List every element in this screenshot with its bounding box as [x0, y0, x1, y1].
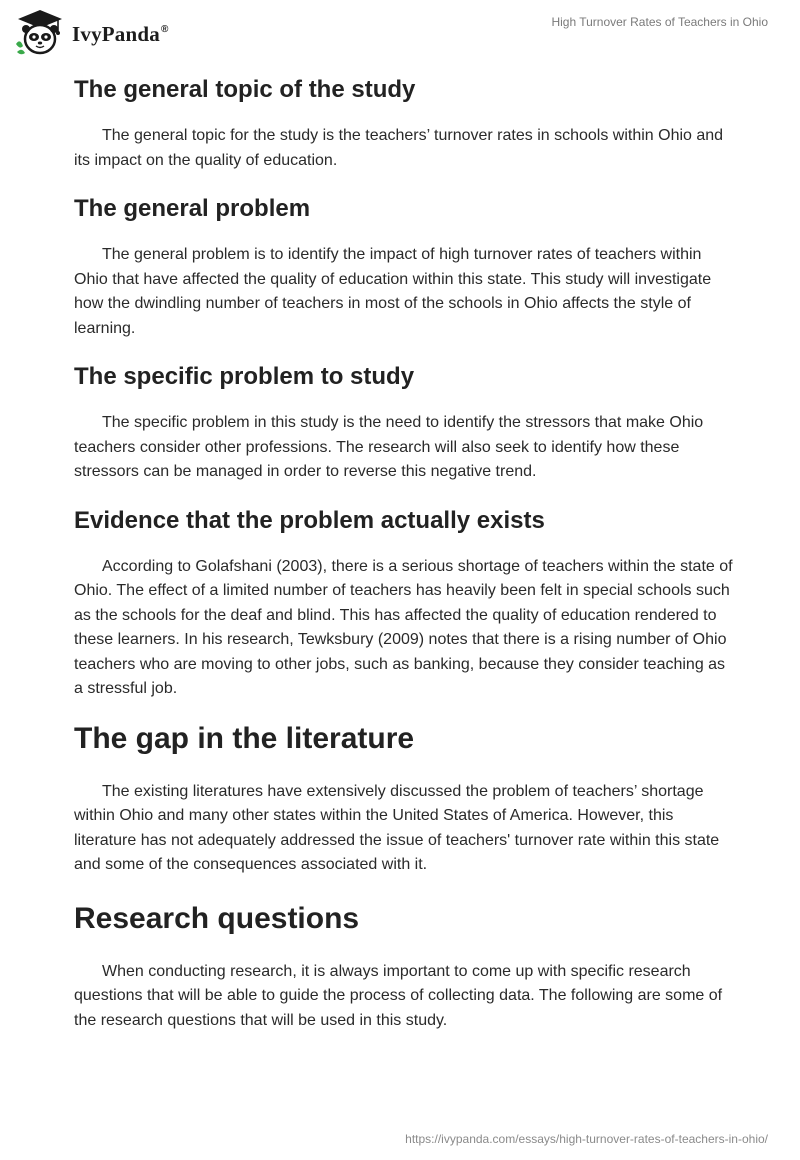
- section-body-general-problem: The general problem is to identify the impact of high turnover rates of teachers within Ohio that have affected the quality of education within this state. This study will investigate how the dwindling number of teachers in most of the schools in Ohio affects the style of learning.: [74, 246, 712, 337]
- panda-logo-icon: [14, 8, 66, 56]
- section-heading-specific-problem: The specific problem to study: [74, 363, 415, 390]
- registered-mark: ®: [160, 23, 169, 35]
- brand-name: IvyPanda®: [72, 21, 169, 46]
- source-url[interactable]: https://ivypanda.com/essays/high-turnover-rates-of-teachers-in-ohio/: [405, 1132, 768, 1146]
- document-title: High Turnover Rates of Teachers in Ohio: [551, 15, 768, 29]
- section-heading-research-questions: Research questions: [74, 901, 360, 935]
- section-heading-evidence: Evidence that the problem actually exists: [74, 506, 545, 534]
- section-body-evidence: According to Golafshani (2003), there is a serious shortage of teachers within the state of Ohio. The effect of a limited number of teachers has heavily been felt in special schools such as the schools for the deaf and blind. This has affected the quality of education rendered to these learners. In his research, Tewksbury (2009) notes that there is a rising number of Ohio teachers who are moving to other jobs, such as banking, because they consider teaching as a stressful job.: [74, 557, 733, 697]
- section-body-research-questions: When conducting research, it is always important to come up with specific research questions that will be able to guide the process of collecting data. The following are some of the research questions that will be used in this study.: [74, 962, 723, 1029]
- essay-content: [74, 70, 734, 1033]
- page-header: [0, 0, 800, 66]
- brand-logo[interactable]: [14, 8, 169, 56]
- section-body-literature-gap: The existing literatures have extensively discussed the problem of teachers’ shortage within Ohio and many other states within the United States of America. However, this literature has not adequately addressed the issue of teachers' turnover rate within this state and some of the consequences associated with it.: [74, 782, 720, 873]
- section-body-general-topic: The general topic for the study is the teachers’ turnover rates in schools within Ohio and its impact on the quality of education.: [74, 127, 724, 169]
- section-heading-literature-gap: The gap in the literature: [74, 721, 415, 755]
- section-heading-general-topic: The general topic of the study: [74, 76, 416, 103]
- section-heading-general-problem: The general problem: [74, 195, 311, 222]
- section-body-specific-problem: The specific problem in this study is the need to identify the stressors that make Ohio teachers consider other professions. The research will also seek to identify how these stressors can be managed in order to reverse this negative trend.: [74, 414, 704, 480]
